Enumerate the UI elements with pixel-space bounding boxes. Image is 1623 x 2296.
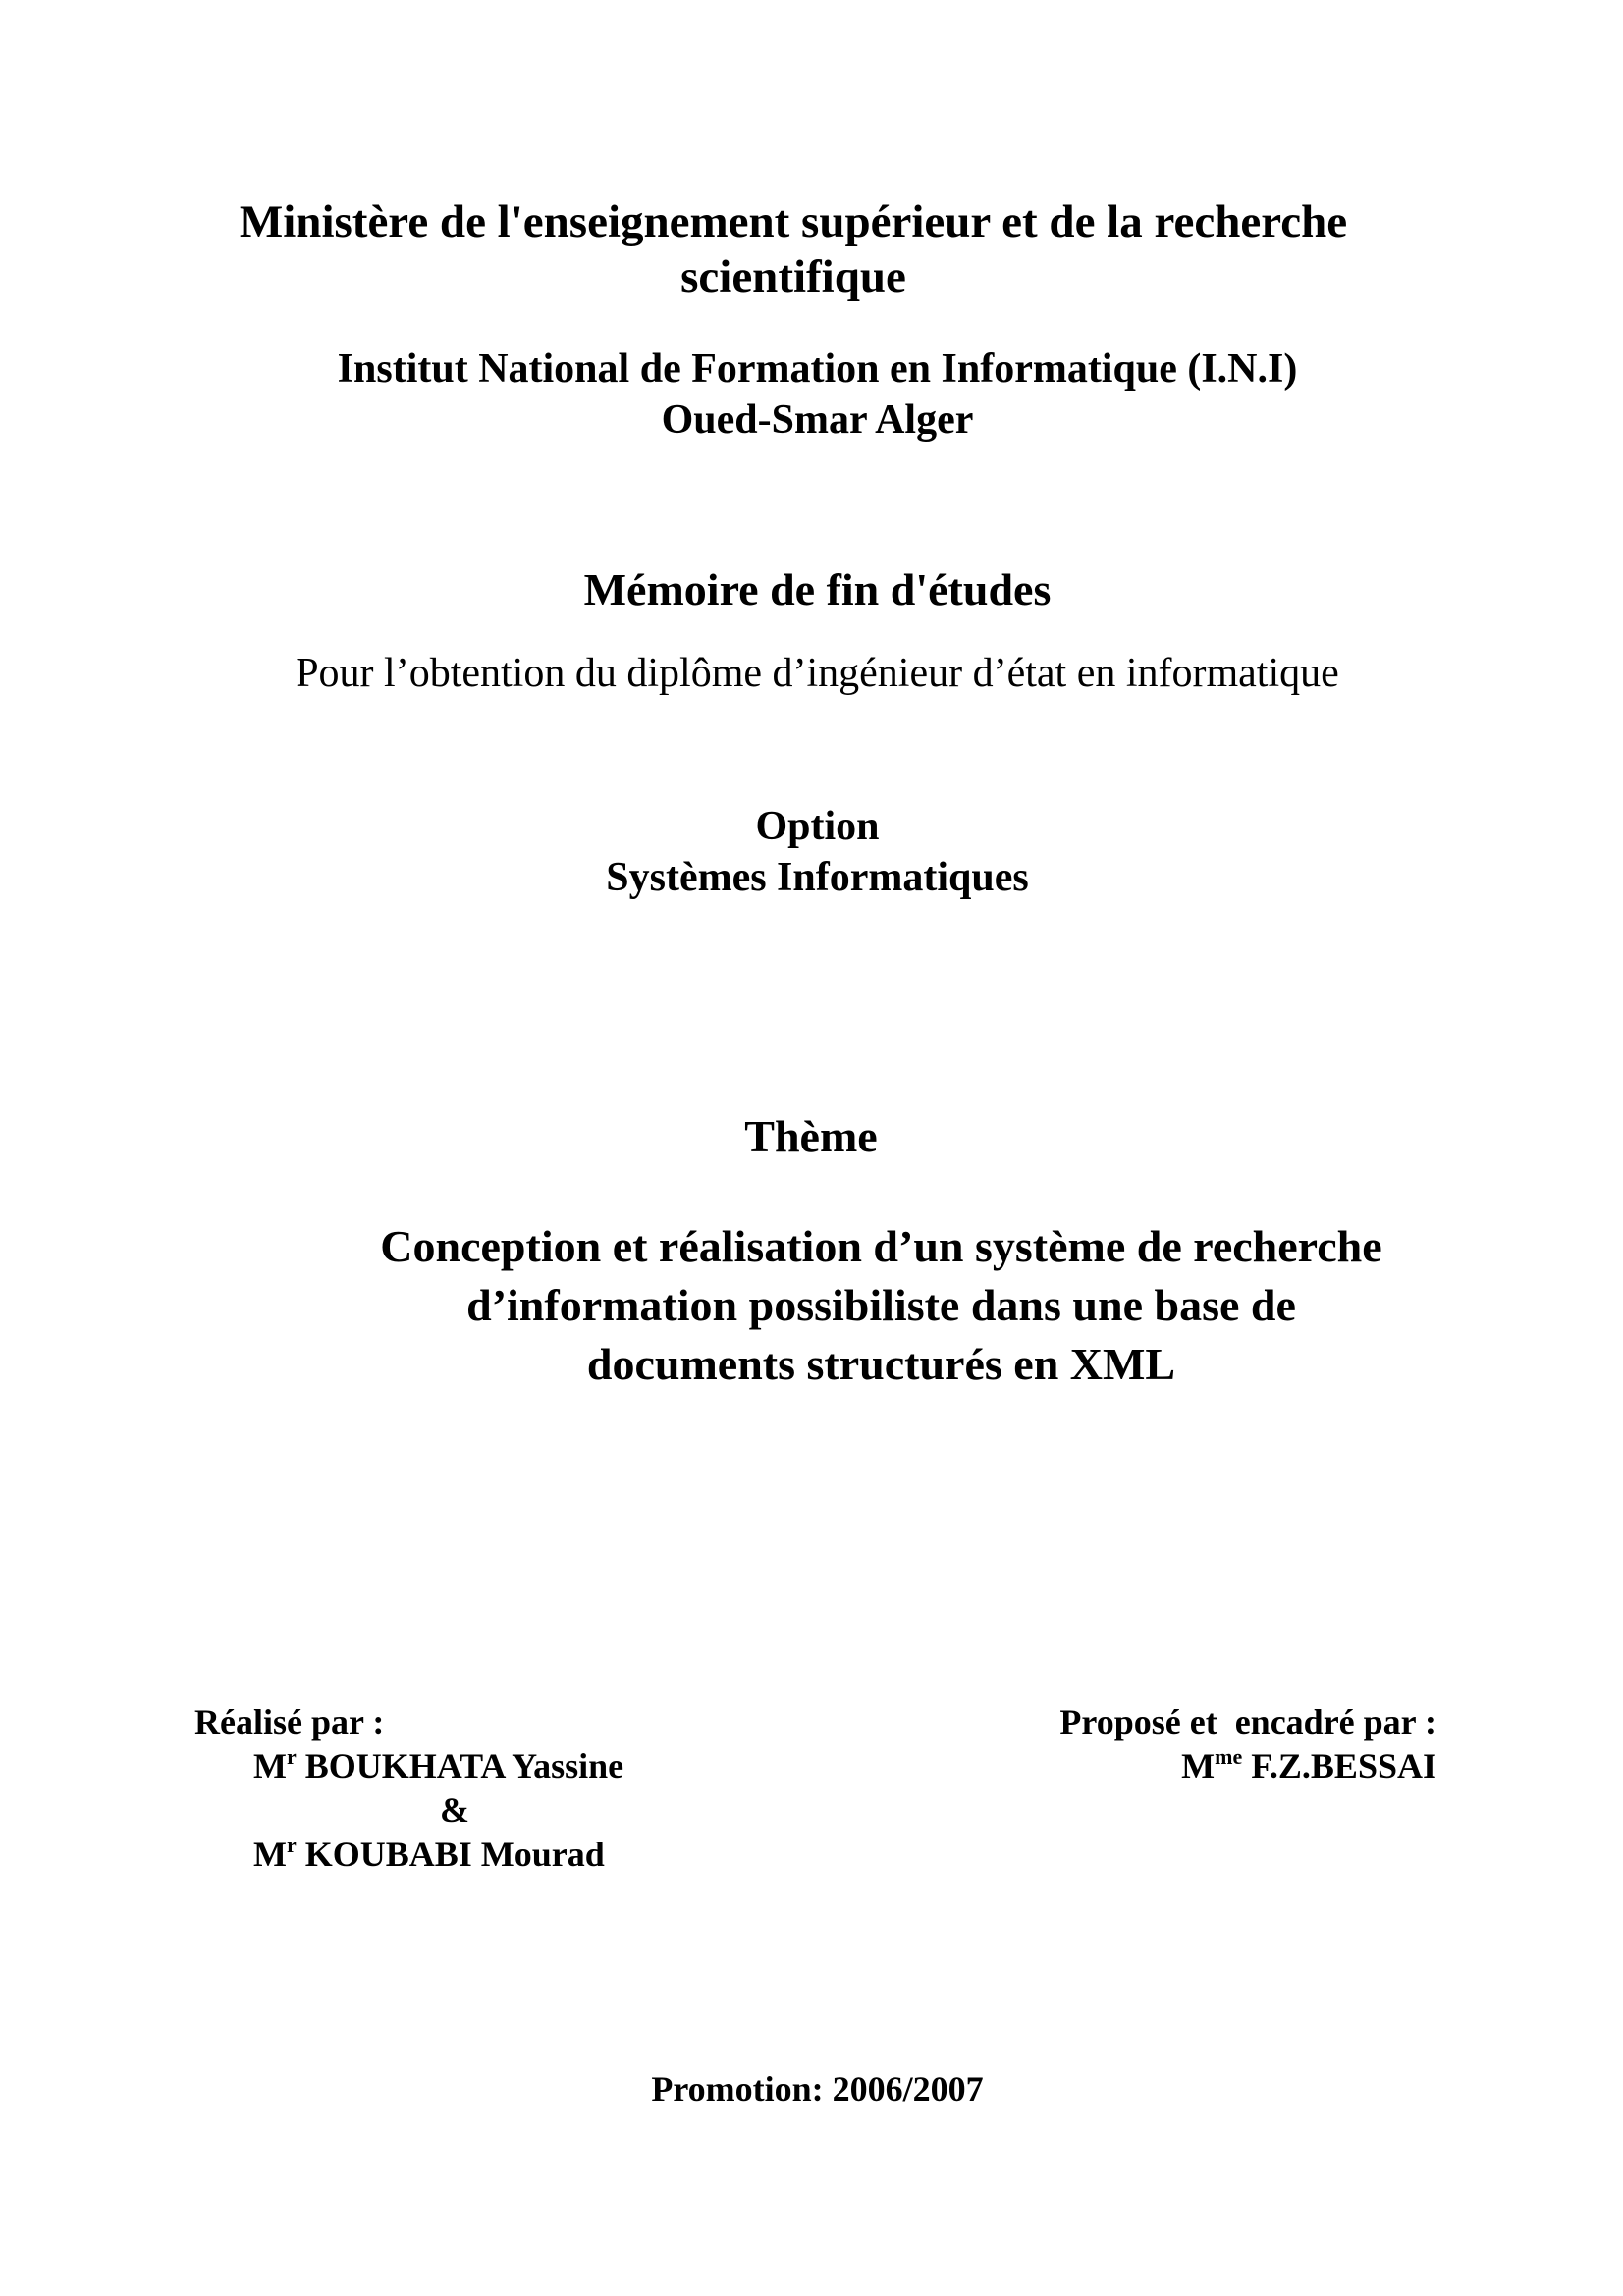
option-value: Systèmes Informatiques [606, 855, 1029, 900]
option-section [0, 801, 1623, 903]
institute-location: Oued-Smar Alger [661, 398, 974, 443]
authors-separator: & [440, 1790, 469, 1830]
supervisor-title: M [1181, 1746, 1216, 1786]
author-2-name: KOUBABI Mourad [304, 1835, 605, 1874]
supervisor-label: Proposé et encadré par : [1059, 1702, 1436, 1741]
ministry-heading [0, 194, 1587, 304]
author-1-title-sup: r [286, 1744, 297, 1769]
ministry-line-2: scientifique [680, 251, 906, 302]
promotion: Promotion: 2006/2007 [651, 2069, 984, 2109]
author-1-name: BOUKHATA Yassine [304, 1746, 624, 1786]
institute-heading [0, 344, 1623, 446]
authors-label: Réalisé par : [194, 1702, 385, 1741]
institute-name: Institut National de Formation en Informatique (I.N.I) [337, 347, 1298, 392]
authors-block [194, 1700, 623, 1877]
theme-title-line-3: documents structurés en XML [586, 1339, 1176, 1389]
theme-title-line-2: d’information possibiliste dans une base de [466, 1280, 1296, 1330]
ministry-line-1: Ministère de l'enseignement supérieur et de la recherche [239, 196, 1348, 247]
author-1 [194, 1744, 623, 1789]
author-2-title: M [253, 1835, 287, 1874]
author-1-title: M [253, 1746, 287, 1786]
theme-label: Thème [744, 1111, 878, 1161]
author-2-title-sup: r [286, 1833, 297, 1857]
theme-title-line-1: Conception et réalisation d’un système de recherche [380, 1221, 1382, 1271]
supervisor [1026, 1744, 1436, 1789]
theme-title [0, 1217, 1623, 1394]
supervisor-title-sup: me [1215, 1744, 1243, 1769]
supervisor-block [1026, 1700, 1436, 1789]
author-2 [194, 1833, 623, 1877]
memoire-subtitle: Pour l’obtention du diplôme d’ingénieur d’état en informatique [296, 651, 1339, 696]
option-label: Option [755, 804, 880, 849]
supervisor-name: F.Z.BESSAI [1251, 1746, 1436, 1786]
memoire-title: Mémoire de fin d'études [583, 564, 1052, 614]
